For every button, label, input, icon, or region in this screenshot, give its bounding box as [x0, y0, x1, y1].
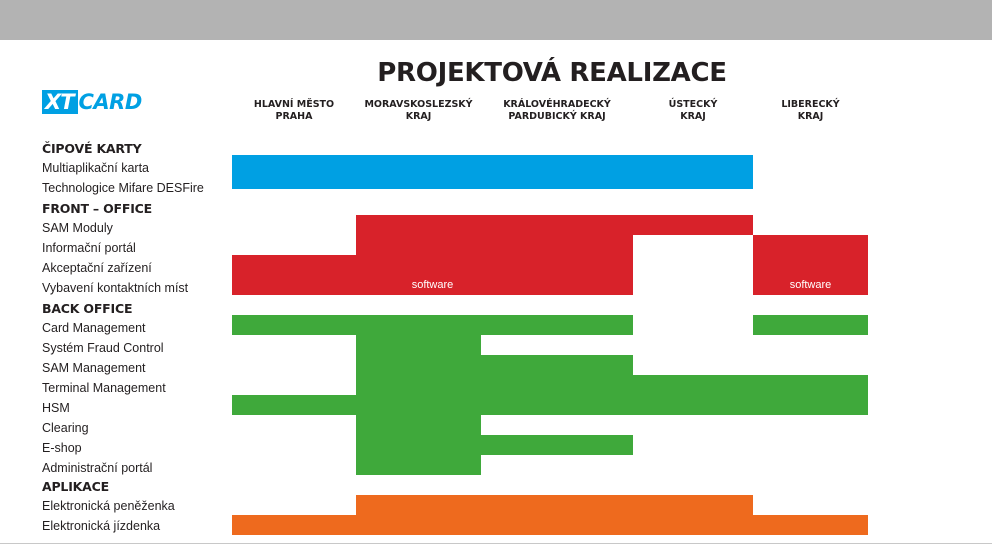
column-header-moravskoslezsky: MORAVSKOSLEZSKÝ KRAJ	[364, 99, 473, 122]
column-header-liberecky: LIBERECKÝ KRAJ	[781, 99, 840, 122]
chart-bar	[481, 375, 868, 395]
chart-bar	[232, 395, 868, 415]
group-label-back-office: BACK OFFICE	[42, 301, 133, 316]
footer-area	[0, 544, 992, 549]
group-label-cipove-karty: ČIPOVÉ KARTY	[42, 141, 142, 156]
row-label-elektronicka-jizdenka: Elektronická jízdenka	[42, 519, 161, 533]
column-header-kralovehradecky: KRÁLOVÉHRADECKÝ PARDUBICKÝ KRAJ	[503, 99, 611, 122]
bar-annotation: software	[411, 279, 454, 291]
chart-bar	[232, 275, 633, 295]
row-label-elektronicka-penezenka: Elektronická peněženka	[42, 499, 175, 513]
row-label-sam-management: SAM Management	[42, 361, 146, 375]
row-label-akceptacni-zarizeni: Akceptační zařízení	[42, 261, 152, 275]
chart-bar	[232, 155, 753, 189]
group-label-aplikace: APLIKACE	[42, 479, 109, 494]
row-label-clearing: Clearing	[42, 421, 89, 435]
chart-bar	[356, 235, 633, 255]
column-header-ustecky: ÚSTECKÝ KRAJ	[668, 99, 718, 122]
chart-bar	[232, 515, 868, 535]
logo-wordmark: CARD	[78, 90, 142, 114]
logo-mark: XT	[42, 90, 78, 114]
chart-bar	[356, 335, 481, 355]
row-label-multiaplikacni-karta: Multiaplikační karta	[42, 161, 149, 175]
row-label-administracni-portal: Administrační portál	[42, 461, 153, 475]
bar-annotation: software	[789, 279, 832, 291]
chart-bar	[232, 315, 633, 335]
chart-bar	[356, 215, 753, 235]
chart-bar	[753, 275, 868, 295]
row-label-e-shop: E-shop	[42, 441, 82, 455]
row-label-sam-moduly: SAM Moduly	[42, 221, 113, 235]
chart-bar	[753, 255, 868, 275]
xtcard-logo	[42, 90, 142, 114]
page-title: PROJEKTOVÁ REALIZACE	[377, 58, 727, 88]
row-label-terminal-management: Terminal Management	[42, 381, 166, 395]
chart-bar	[356, 455, 481, 475]
chart-bar	[356, 355, 633, 375]
group-label-front-office: FRONT – OFFICE	[42, 201, 152, 216]
row-label-vybaveni-kontaktnich-mist: Vybavení kontaktních míst	[42, 281, 189, 295]
chart-bar	[356, 495, 753, 515]
chart-bar	[356, 415, 481, 435]
chart-bar	[232, 255, 633, 275]
column-header-praha: HLAVNÍ MĚSTO PRAHA	[253, 99, 335, 122]
row-label-system-fraud-control: Systém Fraud Control	[42, 341, 164, 355]
chart-bar	[356, 435, 633, 455]
chart-bar	[753, 235, 868, 255]
chart-bar	[753, 315, 868, 335]
row-label-hsm: HSM	[42, 401, 70, 415]
row-label-card-management: Card Management	[42, 321, 146, 335]
row-label-technologice-mifare: Technologice Mifare DESFire	[42, 181, 204, 195]
row-label-informacni-portal: Informační portál	[42, 241, 136, 255]
chart-bar	[356, 375, 481, 395]
top-bar	[0, 0, 992, 40]
